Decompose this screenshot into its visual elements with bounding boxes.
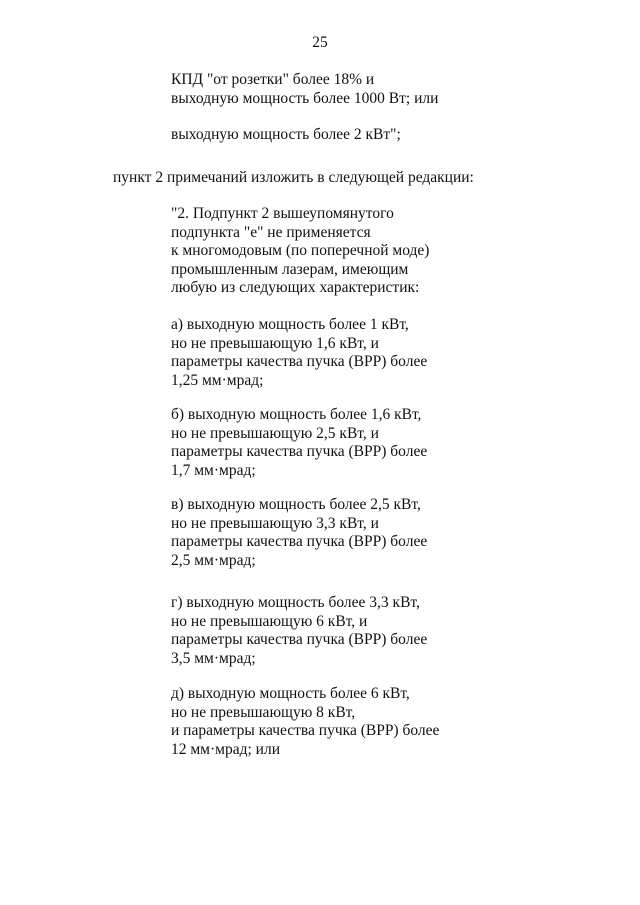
alternative-paragraph	[171, 126, 401, 145]
item-line: параметры качества пучка (BPP) более	[171, 533, 428, 551]
note-line: "2. Подпункт 2 вышеупомянутого	[171, 205, 394, 222]
item-line: и параметры качества пучка (BPP) более	[171, 722, 440, 740]
item-g	[171, 594, 427, 668]
item-line: но не превышающую 6 кВт, и	[171, 612, 368, 630]
note-line: подпункта "е" не применяется	[171, 223, 371, 241]
item-line: 12 мм·мрад; или	[171, 740, 280, 758]
item-a	[171, 316, 427, 390]
note-line: промышленным лазерам, имеющим	[171, 260, 409, 278]
item-line: 1,7 мм·мрад;	[171, 461, 256, 479]
page-number: 25	[312, 34, 328, 51]
item-line: но не превышающую 2,5 кВт, и	[171, 424, 379, 442]
alternative-line: выходную мощность более 2 кВт";	[171, 126, 401, 143]
item-line: параметры качества пучка (BPP) более	[171, 631, 428, 649]
intro-line: выходную мощность более 1000 Вт; или	[171, 89, 439, 107]
intro-paragraph	[171, 71, 438, 108]
item-v	[171, 496, 427, 570]
item-line: но не превышающую 1,6 кВт, и	[171, 334, 379, 352]
item-line: б) выходную мощность более 1,6 кВт,	[171, 406, 422, 423]
item-d	[171, 685, 439, 759]
item-line: но не превышающую 3,3 кВт, и	[171, 514, 379, 532]
note-line: к многомодовым (по поперечной моде)	[171, 242, 430, 260]
note-paragraph	[171, 205, 429, 298]
intro-line: КПД "от розетки" более 18% и	[171, 71, 375, 88]
instruction-text: пункт 2 примечаний изложить в следующей редакции:	[113, 169, 474, 186]
item-line: параметры качества пучка (BPP) более	[171, 443, 428, 461]
item-line: а) выходную мощность более 1 кВт,	[171, 316, 409, 333]
item-line: д) выходную мощность более 6 кВт,	[171, 685, 410, 702]
item-line: параметры качества пучка (BPP) более	[171, 353, 428, 371]
item-line: но не превышающую 8 кВт,	[171, 703, 356, 721]
item-line: 1,25 мм·мрад;	[171, 371, 264, 389]
item-line: 2,5 мм·мрад;	[171, 551, 256, 569]
item-line: г) выходную мощность более 3,3 кВт,	[171, 594, 420, 611]
item-b	[171, 406, 427, 480]
item-line: 3,5 мм·мрад;	[171, 649, 256, 667]
note-line: любую из следующих характеристик:	[171, 279, 420, 297]
item-line: в) выходную мощность более 2,5 кВт,	[171, 496, 421, 513]
